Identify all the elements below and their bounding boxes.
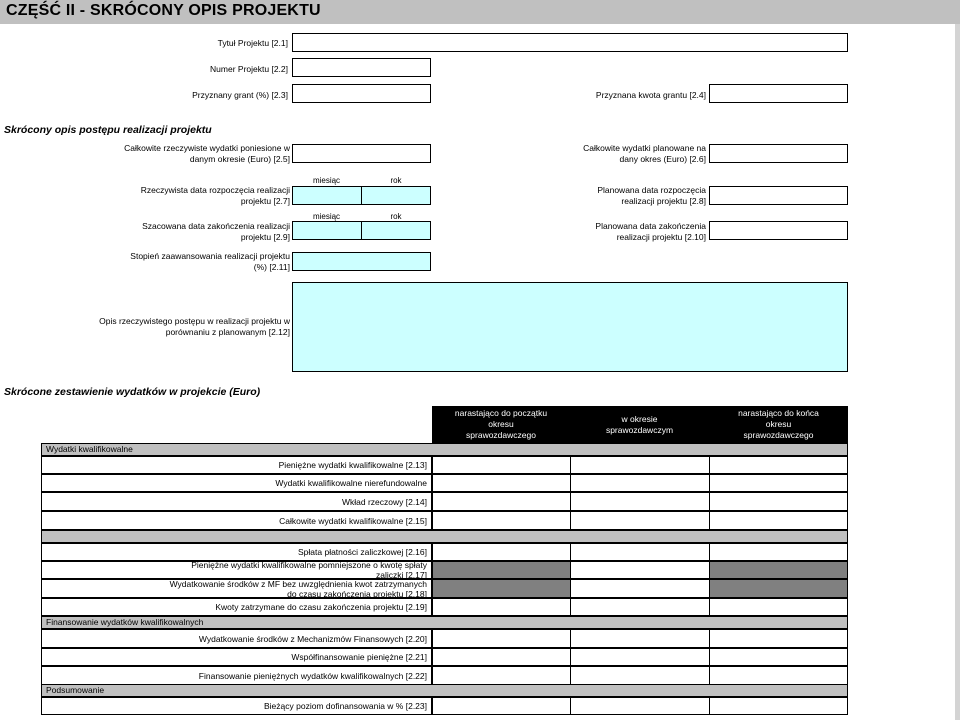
cell-2-14-start[interactable]	[432, 492, 571, 511]
cell-2-18-start-disabled	[432, 579, 571, 598]
planned-start-label: Planowana data rozpoczęcia realizacji projektu [2.8]	[597, 185, 706, 206]
planned-expenses-field[interactable]	[709, 144, 848, 163]
estimated-end-month-field[interactable]	[292, 221, 362, 240]
row-label-2-18: Wydatkowanie środków z MF bez uwzględnienia kwot zatrzymanych do czasu zakończenia projektu [2.18]	[41, 579, 432, 598]
cell-2-20-period[interactable]	[570, 629, 710, 648]
row-label-2-22: Finansowanie pieniężnych wydatków kwalifikowalnych [2.22]	[41, 666, 432, 685]
row-label-2-15: Całkowite wydatki kwalifikowalne [2.15]	[41, 511, 432, 530]
actual-start-label: Rzeczywista data rozpoczęcia realizacji projektu [2.7]	[140, 185, 290, 206]
cell-2-13-period[interactable]	[570, 456, 710, 474]
progress-description-field[interactable]	[292, 282, 848, 372]
grant-amount-label: Przyznana kwota grantu [2.4]	[595, 90, 706, 100]
cell-2-20-end[interactable]	[709, 629, 848, 648]
cell-2-22-end[interactable]	[709, 666, 848, 685]
column-header-cumulative-start: narastająco do początku okresu sprawozdawczego	[454, 408, 548, 440]
cell-2-17-start-disabled	[432, 561, 571, 579]
grant-percent-label: Przyznany grant (%) [2.3]	[192, 90, 288, 100]
cell-2-22-period[interactable]	[570, 666, 710, 685]
cell-2-13-end[interactable]	[709, 456, 848, 474]
cell-2-22-start[interactable]	[432, 666, 571, 685]
estimated-end-label: Szacowana data zakończenia realizacji projektu [2.9]	[142, 221, 290, 242]
cell-2-23-end[interactable]	[709, 697, 848, 715]
cell-2-21-start[interactable]	[432, 648, 571, 666]
row-label-2-21: Współfinansowanie pieniężne [2.21]	[41, 648, 432, 666]
cell-2-15-period[interactable]	[570, 511, 710, 530]
estimated-end-year-field[interactable]	[361, 221, 431, 240]
actual-start-year-field[interactable]	[361, 186, 431, 205]
cell-2-16-start[interactable]	[432, 543, 571, 561]
planned-start-field[interactable]	[709, 186, 848, 205]
actual-expenses-label: Całkowite rzeczywiste wydatki poniesione w danym okresie (Euro) [2.5]	[124, 143, 290, 164]
actual-start-month-field[interactable]	[292, 186, 362, 205]
project-title-label: Tytuł Projektu [2.1]	[217, 38, 288, 48]
planned-expenses-label: Całkowite wydatki planowane na dany okres (Euro) [2.6]	[583, 143, 706, 164]
month-header: miesiąc	[312, 212, 341, 221]
cell-2-14-end[interactable]	[709, 492, 848, 511]
project-number-label: Numer Projektu [2.2]	[210, 64, 288, 74]
row-label-2-23: Bieżący poziom dofinansowania w % [2.23]	[41, 697, 432, 715]
grant-percent-field[interactable]	[292, 84, 431, 103]
cell-2-23-period[interactable]	[570, 697, 710, 715]
planned-end-label: Planowana data zakończenia realizacji projektu [2.10]	[595, 221, 706, 242]
row-label-2-14: Wkład rzeczowy [2.14]	[41, 492, 432, 511]
progress-section-heading: Skrócony opis postępu realizacji projektu	[4, 124, 212, 136]
year-header: rok	[390, 212, 402, 221]
completion-label: Stopień zaawansowania realizacji projektu (%) [2.11]	[130, 251, 290, 272]
project-number-field[interactable]	[292, 58, 431, 77]
row-label-2-13: Pieniężne wydatki kwalifikowalne [2.13]	[41, 456, 432, 474]
cell-2-21-end[interactable]	[709, 648, 848, 666]
cell-nonrefundable-period[interactable]	[570, 474, 710, 492]
completion-percent-field[interactable]	[292, 252, 431, 271]
page-title: CZĘŚĆ II - SKRÓCONY OPIS PROJEKTU	[6, 2, 321, 19]
cell-nonrefundable-start[interactable]	[432, 474, 571, 492]
cell-2-17-end-disabled	[709, 561, 848, 579]
progress-description-label: Opis rzeczywistego postępu w realizacji projektu w porównaniu z planowanym [2.12]	[99, 316, 290, 337]
cell-2-15-end[interactable]	[709, 511, 848, 530]
group-eligible-expenses: Wydatki kwalifikowalne	[41, 443, 848, 456]
cell-2-15-start[interactable]	[432, 511, 571, 530]
group-summary: Podsumowanie	[41, 684, 848, 697]
cell-2-16-period[interactable]	[570, 543, 710, 561]
cell-2-18-period[interactable]	[570, 579, 710, 598]
cell-2-17-period[interactable]	[570, 561, 710, 579]
year-header: rok	[390, 176, 402, 185]
cell-2-21-period[interactable]	[570, 648, 710, 666]
cell-2-13-start[interactable]	[432, 456, 571, 474]
cell-2-18-end-disabled	[709, 579, 848, 598]
actual-expenses-field[interactable]	[292, 144, 431, 163]
row-label-2-20: Wydatkowanie środków z Mechanizmów Finansowych [2.20]	[41, 629, 432, 648]
title-bar	[0, 0, 960, 24]
group-financing: Finansowanie wydatków kwalifikowalnych	[41, 616, 848, 629]
cell-2-19-start[interactable]	[432, 598, 571, 616]
cell-2-16-end[interactable]	[709, 543, 848, 561]
row-label-2-19: Kwoty zatrzymane do czasu zakończenia projektu [2.19]	[41, 598, 432, 616]
expenses-section-heading: Skrócone zestawienie wydatków w projekcie (Euro)	[4, 386, 261, 398]
row-label-2-17: Pieniężne wydatki kwalifikowalne pomniejszone o kwotę spłaty zaliczki [2.17]	[41, 561, 432, 579]
cell-2-14-period[interactable]	[570, 492, 710, 511]
month-header: miesiąc	[312, 176, 341, 185]
cell-2-20-start[interactable]	[432, 629, 571, 648]
group-separator	[41, 530, 848, 543]
grant-amount-field[interactable]	[709, 84, 848, 103]
planned-end-field[interactable]	[709, 221, 848, 240]
window-frame-right	[955, 24, 960, 720]
cell-2-19-end[interactable]	[709, 598, 848, 616]
project-title-field[interactable]	[292, 33, 848, 52]
row-label-nonrefundable: Wydatki kwalifikowalne nierefundowalne	[41, 474, 432, 492]
row-label-2-16: Spłata płatności zaliczkowej [2.16]	[41, 543, 432, 561]
column-header-in-period: w okresie sprawozdawczym	[605, 413, 674, 435]
expenses-table-header	[432, 406, 848, 443]
cell-nonrefundable-end[interactable]	[709, 474, 848, 492]
column-header-cumulative-end: narastająco do końca okresu sprawozdawczego	[738, 408, 819, 440]
cell-2-23-start[interactable]	[432, 697, 571, 715]
cell-2-19-period[interactable]	[570, 598, 710, 616]
